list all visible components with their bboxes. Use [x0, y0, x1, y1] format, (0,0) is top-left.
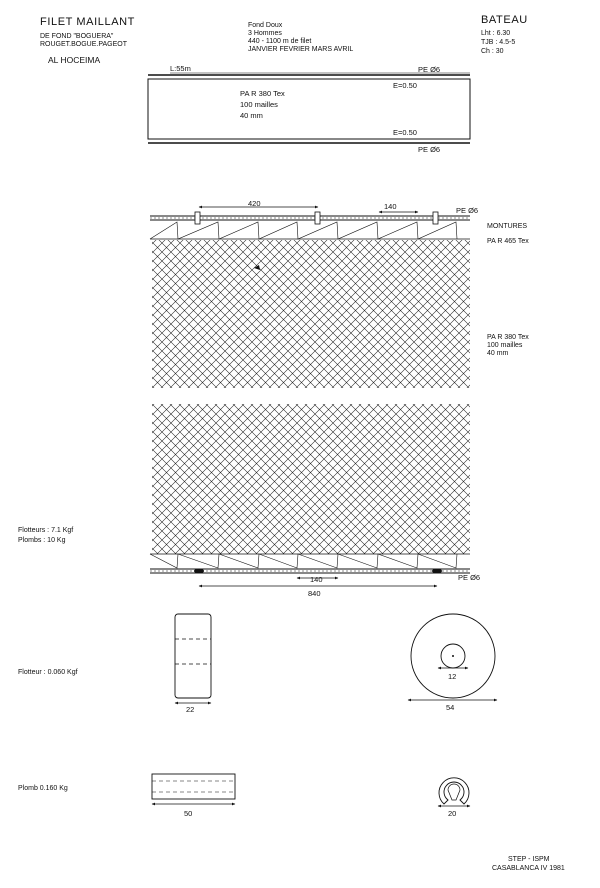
montures-material: PA R 465 Tex	[487, 238, 529, 245]
sinker-label: Plomb 0.160 Kg	[18, 785, 68, 792]
boat-ch: Ch : 30	[481, 48, 504, 55]
top-rope-label: PE Ø6	[456, 206, 479, 215]
net-detail-drawing	[150, 207, 470, 586]
footer-organisation: STEP - ISPM	[508, 856, 550, 863]
float-front-view	[408, 614, 497, 700]
schematic-net-material: PA R 380 Tex	[240, 89, 285, 98]
info-bottom-type: Fond Doux	[248, 22, 283, 29]
schematic-net-meshes: 100 mailles	[240, 100, 278, 109]
bottom-hanging-twines	[150, 554, 457, 568]
net-schematic	[148, 73, 470, 143]
dim-label-140-bottom: 140	[310, 575, 323, 584]
plombs-total: Plombs : 10 Kg	[18, 537, 66, 544]
net-meshes-label: 100 mailles	[487, 342, 523, 349]
net-mesh-lower	[152, 404, 470, 554]
top-hanging-twines	[150, 222, 457, 239]
dim-label-140-top: 140	[384, 202, 397, 211]
dim-label-420: 420	[248, 199, 261, 208]
net-mesh-upper	[152, 240, 470, 388]
dim-label-22: 22	[186, 705, 195, 714]
info-net-length: 440 - 1100 m de filet	[248, 38, 312, 45]
dim-label-50: 50	[184, 809, 193, 818]
sinker-section-view	[438, 778, 470, 806]
sinker-side-view	[152, 774, 235, 804]
schematic-net-panel	[148, 79, 470, 139]
schematic-net-mesh-size: 40 mm	[240, 111, 263, 120]
schematic-length: L:55m	[170, 64, 191, 73]
bottom-rope-label: PE Ø6	[458, 573, 481, 582]
schematic-top-rope-label: PE Ø6	[418, 65, 441, 74]
schematic-bottom-rope-label: PE Ø6	[418, 145, 441, 154]
montures-label: MONTURES	[487, 223, 528, 230]
dim-label-20: 20	[448, 809, 457, 818]
info-season: JANVIER FEVRIER MARS AVRIL	[248, 46, 354, 53]
boat-tjb: TJB : 4.5-5	[481, 39, 516, 46]
boat-label: BATEAU	[481, 14, 528, 26]
drawing-subtitle-2: ROUGET.BOGUE.PAGEOT	[40, 41, 127, 48]
boat-lht: Lht : 6.30	[481, 30, 511, 37]
dim-label-840: 840	[308, 589, 321, 598]
drawing-subtitle-1: DE FOND "BOGUERA"	[40, 33, 114, 40]
net-material-label: PA R 380 Tex	[487, 334, 529, 341]
info-crew: 3 Hommes	[248, 30, 282, 37]
float-side-view	[175, 614, 211, 703]
location-label: AL HOCEIMA	[48, 55, 101, 65]
dim-label-12: 12	[448, 672, 457, 681]
dim-label-54: 54	[446, 703, 455, 712]
net-mesh-size-label: 40 mm	[487, 350, 509, 357]
drawing-title: FILET MAILLANT	[40, 16, 135, 28]
footer-place-date: CASABLANCA IV 1981	[492, 865, 565, 872]
schematic-e-top: E=0.50	[393, 81, 417, 90]
schematic-e-bottom: E=0.50	[393, 128, 417, 137]
flotteurs-total: Flotteurs : 7.1 Kgf	[18, 527, 74, 534]
float-label: Flotteur : 0.060 Kgf	[18, 669, 78, 676]
